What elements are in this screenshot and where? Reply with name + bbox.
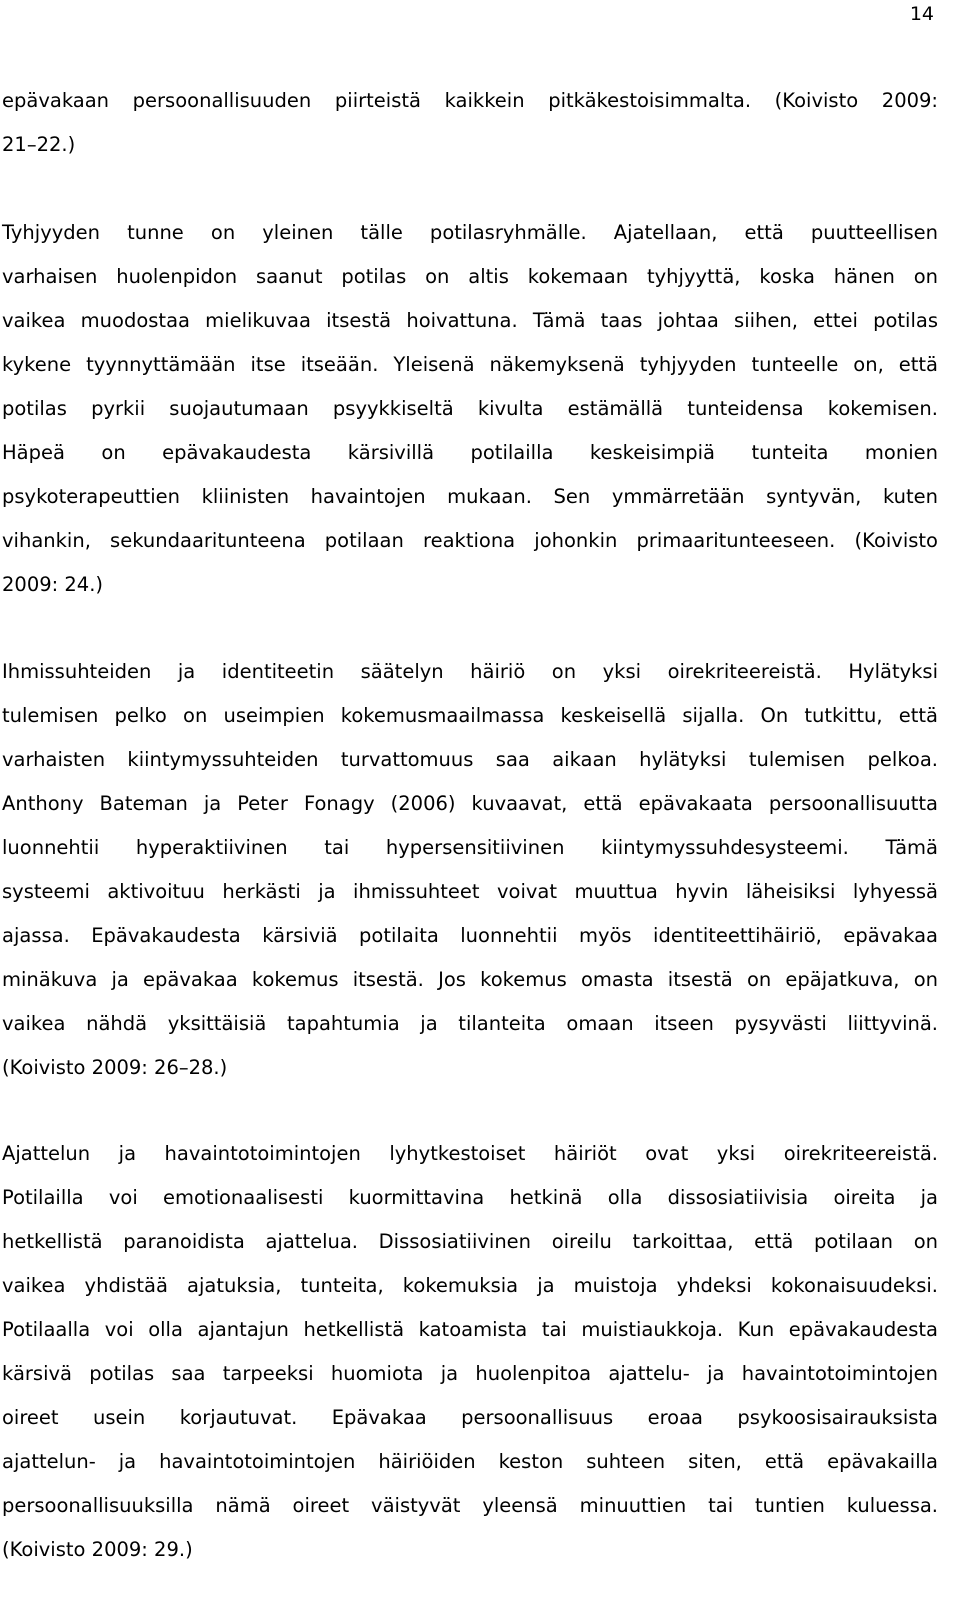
text-line: minäkuva ja epävakaa kokemus itsestä. Jos kokemus omasta itsestä on epäjatkuva, on	[2, 968, 938, 991]
text-line: kykene tyynnyttämään itse itseään. Yleisenä näkemyksenä tyhjyyden tunteelle on, että	[2, 353, 938, 376]
text-line: ajattelun- ja havaintotoimintojen häiriöiden keston suhteen siten, että epävakailla	[2, 1450, 938, 1473]
text-line: 2009: 24.)	[2, 573, 104, 596]
text-line: oireet usein korjautuvat. Epävakaa persoonallisuus eroaa psykoosisairauksista	[2, 1406, 938, 1429]
text-line: kärsivä potilas saa tarpeeksi huomiota ja huolenpitoa ajattelu- ja havaintotoimintojen	[2, 1362, 938, 1385]
text-line: ajassa. Epävakaudesta kärsiviä potilaita luonnehtii myös identiteettihäiriö, epävakaa	[2, 924, 938, 947]
text-line: potilas pyrkii suojautumaan psyykkiseltä kivulta estämällä tunteidensa kokemisen.	[2, 397, 938, 420]
text-line: vaikea yhdistää ajatuksia, tunteita, kokemuksia ja muistoja yhdeksi kokonaisuudeksi.	[2, 1274, 938, 1297]
text-line: Anthony Bateman ja Peter Fonagy (2006) kuvaavat, että epävakaata persoonallisuutta	[2, 792, 938, 815]
page-number: 14	[909, 3, 934, 25]
paragraph-3	[2, 650, 938, 1090]
paragraph-1	[2, 79, 938, 167]
text-line: tulemisen pelko on useimpien kokemusmaailmassa keskeisellä sijalla. On tutkittu, että	[2, 704, 938, 727]
paragraph-2	[2, 211, 938, 607]
text-line: epävakaan persoonallisuuden piirteistä kaikkein pitkäkestoisimmalta. (Koivisto 2009:	[2, 89, 938, 112]
text-line: varhaisten kiintymyssuhteiden turvattomuus saa aikaan hylätyksi tulemisen pelkoa.	[2, 748, 938, 771]
text-line: Potilailla voi emotionaalisesti kuormittavina hetkinä olla dissosiatiivisia oireita ja	[2, 1186, 938, 1209]
text-line: (Koivisto 2009: 26–28.)	[2, 1056, 228, 1079]
text-line: psykoterapeuttien kliinisten havaintojen mukaan. Sen ymmärretään syntyvän, kuten	[2, 485, 938, 508]
text-line: (Koivisto 2009: 29.)	[2, 1538, 193, 1561]
paragraph-4	[2, 1132, 938, 1572]
text-line: Ihmissuhteiden ja identiteetin säätelyn häiriö on yksi oirekriteereistä. Hylätyksi	[2, 660, 938, 683]
text-line: luonnehtii hyperaktiivinen tai hypersensitiivinen kiintymyssuhdesysteemi. Tämä	[2, 836, 938, 859]
text-line: vaikea nähdä yksittäisiä tapahtumia ja tilanteita omaan itseen pysyvästi liittyvinä.	[2, 1012, 938, 1035]
text-line: Tyhjyyden tunne on yleinen tälle potilasryhmälle. Ajatellaan, että puutteellisen	[2, 221, 938, 244]
text-line: varhaisen huolenpidon saanut potilas on altis kokemaan tyhjyyttä, koska hänen on	[2, 265, 938, 288]
text-line: persoonallisuuksilla nämä oireet väistyvät yleensä minuuttien tai tuntien kuluessa.	[2, 1494, 938, 1517]
text-line: 21–22.)	[2, 133, 76, 156]
text-line: hetkellistä paranoidista ajattelua. Dissosiatiivinen oireilu tarkoittaa, että potilaan on	[2, 1230, 938, 1253]
text-line: systeemi aktivoituu herkästi ja ihmissuhteet voivat muuttua hyvin läheisiksi lyhyessä	[2, 880, 938, 903]
text-line: vaikea muodostaa mielikuvaa itsestä hoivattuna. Tämä taas johtaa siihen, ettei potilas	[2, 309, 938, 332]
text-line: Ajattelun ja havaintotoimintojen lyhytkestoiset häiriöt ovat yksi oirekriteereistä.	[2, 1142, 938, 1165]
text-line: Potilaalla voi olla ajantajun hetkellistä katoamista tai muistiaukkoja. Kun epävakaudesta	[2, 1318, 938, 1341]
text-line: Häpeä on epävakaudesta kärsivillä potilailla keskeisimpiä tunteita monien	[2, 441, 938, 464]
text-line: vihankin, sekundaaritunteena potilaan reaktiona johonkin primaaritunteeseen. (Koivisto	[2, 529, 938, 552]
